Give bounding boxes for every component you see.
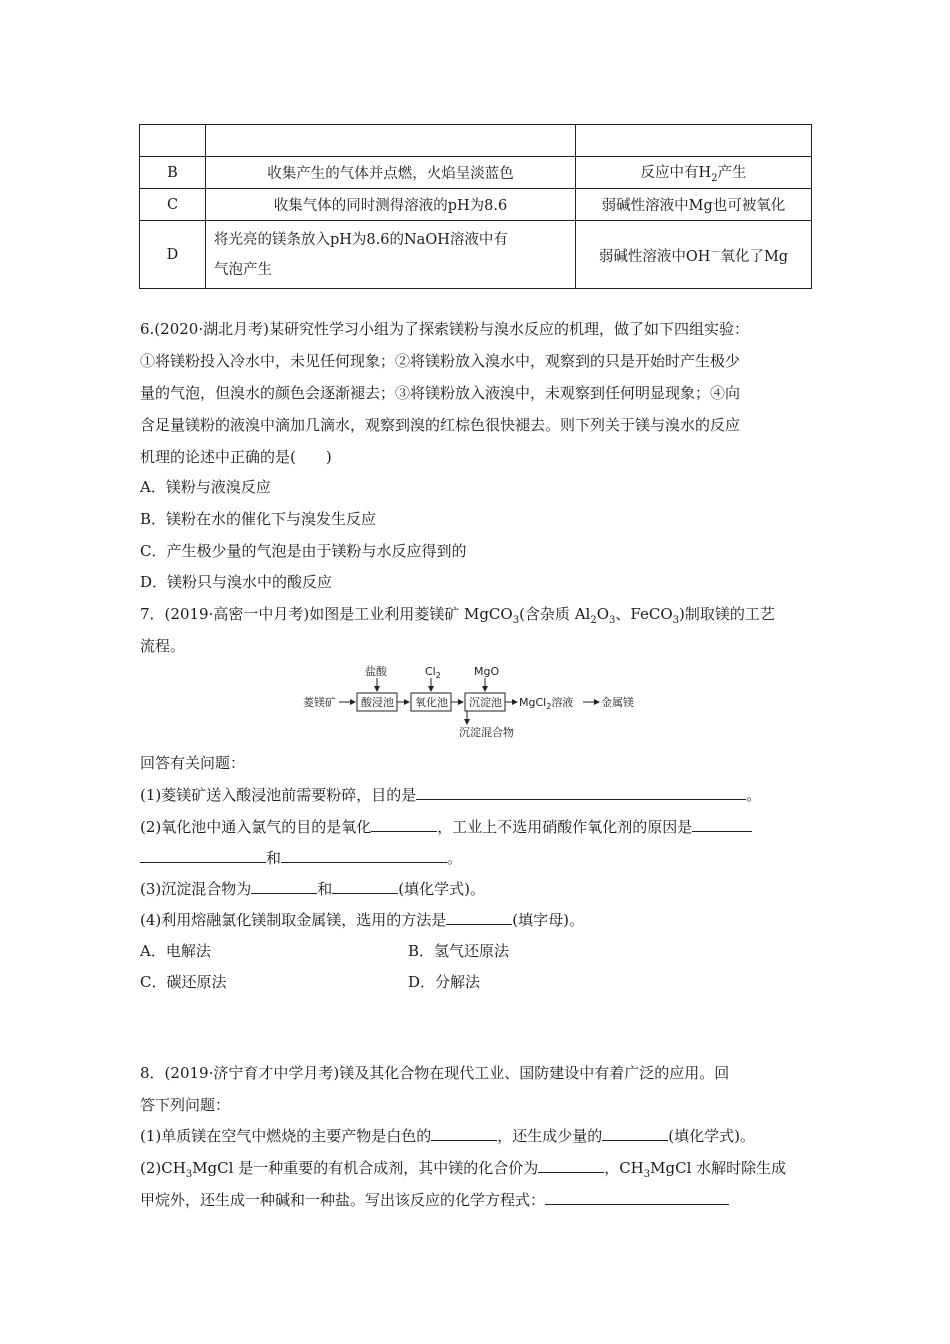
q7-option-d: D．分解法 [408, 973, 481, 991]
table-cell-operation: 收集产生的气体并点燃，火焰呈淡蓝色 [206, 157, 576, 189]
answer-blank[interactable] [545, 1186, 729, 1205]
q7-line: 流程。 [140, 637, 186, 655]
q7-part2: (2)氧化池中通入氯气的目的是氧化 ，工业上不选用硝酸作氧化剂的原因是 [140, 811, 820, 843]
q7-part3: (3)沉淀混合物为 和 (填化学式)。 [140, 873, 820, 905]
q6-option-d: D．镁粉只与溴水中的酸反应 [140, 573, 333, 591]
table-cell [140, 125, 206, 157]
answer-blank[interactable] [140, 844, 266, 863]
q6-option-b: B．镁粉在水的催化下与溴发生反应 [140, 510, 377, 528]
answer-blank[interactable] [251, 875, 317, 894]
q8-line: 答下列问题： [140, 1096, 231, 1114]
q8-part2: $(2)CH_3MgCl$ 是一种重要的有机合成剂，其中镁的化合价为 ，$CH_3MgCl$ 水解时除生成 [140, 1152, 820, 1191]
table-row [140, 221, 812, 289]
answer-blank[interactable] [416, 781, 746, 800]
answer-blank[interactable] [538, 1154, 604, 1173]
q7-option-b: B．氢气还原法 [408, 942, 510, 960]
q8-line: 8．(2019·济宁育才中学月考)镁及其化合物在现代工业、国防建设中有着广泛的应用。回 [140, 1064, 730, 1082]
table-cell-conclusion: 反应中有$H_2$产生 [576, 157, 812, 189]
table-row [140, 157, 812, 189]
flow-input-acid: 盐酸 [365, 665, 387, 678]
q7-option-c: C．碳还原法 [140, 973, 227, 991]
flow-box3-label: 沉淀池 [469, 696, 502, 709]
process-flow-diagram [303, 664, 648, 744]
answer-blank[interactable] [332, 875, 398, 894]
experiment-table [139, 124, 812, 289]
flow-input-chlorine: $Cl_2$ [425, 665, 441, 680]
table-row [140, 125, 812, 157]
answer-blank[interactable] [446, 906, 512, 925]
table-cell-label: C [140, 189, 206, 221]
q7-part1: (1)菱镁矿送入酸浸池前需要粉碎，目的是 。 [140, 779, 820, 811]
q7-part2-cont: 和 。 [140, 842, 820, 874]
flow-precipitate: 沉淀混合物 [459, 726, 514, 739]
table-cell-operation: 将光亮的镁条放入pH为8.6的NaOH溶液中有 气泡产生 [206, 221, 576, 289]
answer-blank[interactable] [602, 1122, 668, 1141]
q7-option-a: A．电解法 [140, 942, 211, 960]
q8-part2-cont: 甲烷外，还生成一种碱和一种盐。写出该反应的化学方程式： [140, 1184, 820, 1216]
q6-line: 含足量镁粉的液溴中滴加几滴水，观察到溴的红棕色很快褪去。则下列关于镁与溴水的反应 [140, 416, 741, 434]
q7-part4: (4)利用熔融氯化镁制取金属镁，选用的方法是 (填字母)。 [140, 904, 820, 936]
q6-line: 6.(2020·湖北月考)某研究性学习小组为了探索镁粉与溴水反应的机理，做了如下四组实验： [140, 320, 749, 338]
flow-input-mgo: MgO [474, 665, 500, 678]
q6-line: 机理的论述中正确的是( ) [140, 448, 332, 466]
table-cell-label: D [140, 221, 206, 289]
table-cell [576, 125, 812, 157]
flow-box2-label: 氧化池 [415, 696, 448, 709]
q6-line: 量的气泡，但溴水的颜色会逐渐褪去；③将镁粉放入液溴中，未观察到任何明显现象；④向 [140, 384, 741, 402]
flow-raw-material: 菱镁矿 [303, 696, 336, 709]
table-cell [206, 125, 576, 157]
answer-blank[interactable] [692, 813, 752, 832]
table-cell-label: B [140, 157, 206, 189]
flow-box1-label: 酸浸池 [361, 696, 394, 709]
answer-blank[interactable] [371, 813, 437, 832]
table-cell-operation: 收集气体的同时测得溶液的pH为8.6 [206, 189, 576, 221]
q6-line: ①将镁粉投入冷水中，未见任何现象；②将镁粉放入溴水中，观察到的只是开始时产生极少 [140, 352, 741, 370]
table-cell-conclusion: 弱碱性溶液中Mg也可被氧化 [576, 189, 812, 221]
q6-option-a: A．镁粉与液溴反应 [140, 478, 271, 496]
q8-part1: (1)单质镁在空气中燃烧的主要产物是白色的 ，还生成少量的 (填化学式)。 [140, 1120, 820, 1152]
q7-line: 7．(2019·高密一中月考)如图是工业利用菱镁矿 MgCO$_3$(含杂质 $Al_2O_3$、FeCO$_3$)制取镁的工艺 [140, 605, 775, 626]
table-row [140, 189, 812, 221]
flow-output: MgCl$_2$溶液 [519, 696, 574, 711]
table-cell-conclusion: 弱碱性溶液中OH－氧化了Mg [576, 221, 812, 289]
answer-blank[interactable] [281, 844, 447, 863]
answer-blank[interactable] [431, 1122, 497, 1141]
q6-option-c: C．产生极少量的气泡是由于镁粉与水反应得到的 [140, 542, 467, 560]
q7-intro: 回答有关问题： [140, 754, 246, 772]
flow-final-product: 金属镁 [601, 696, 634, 709]
